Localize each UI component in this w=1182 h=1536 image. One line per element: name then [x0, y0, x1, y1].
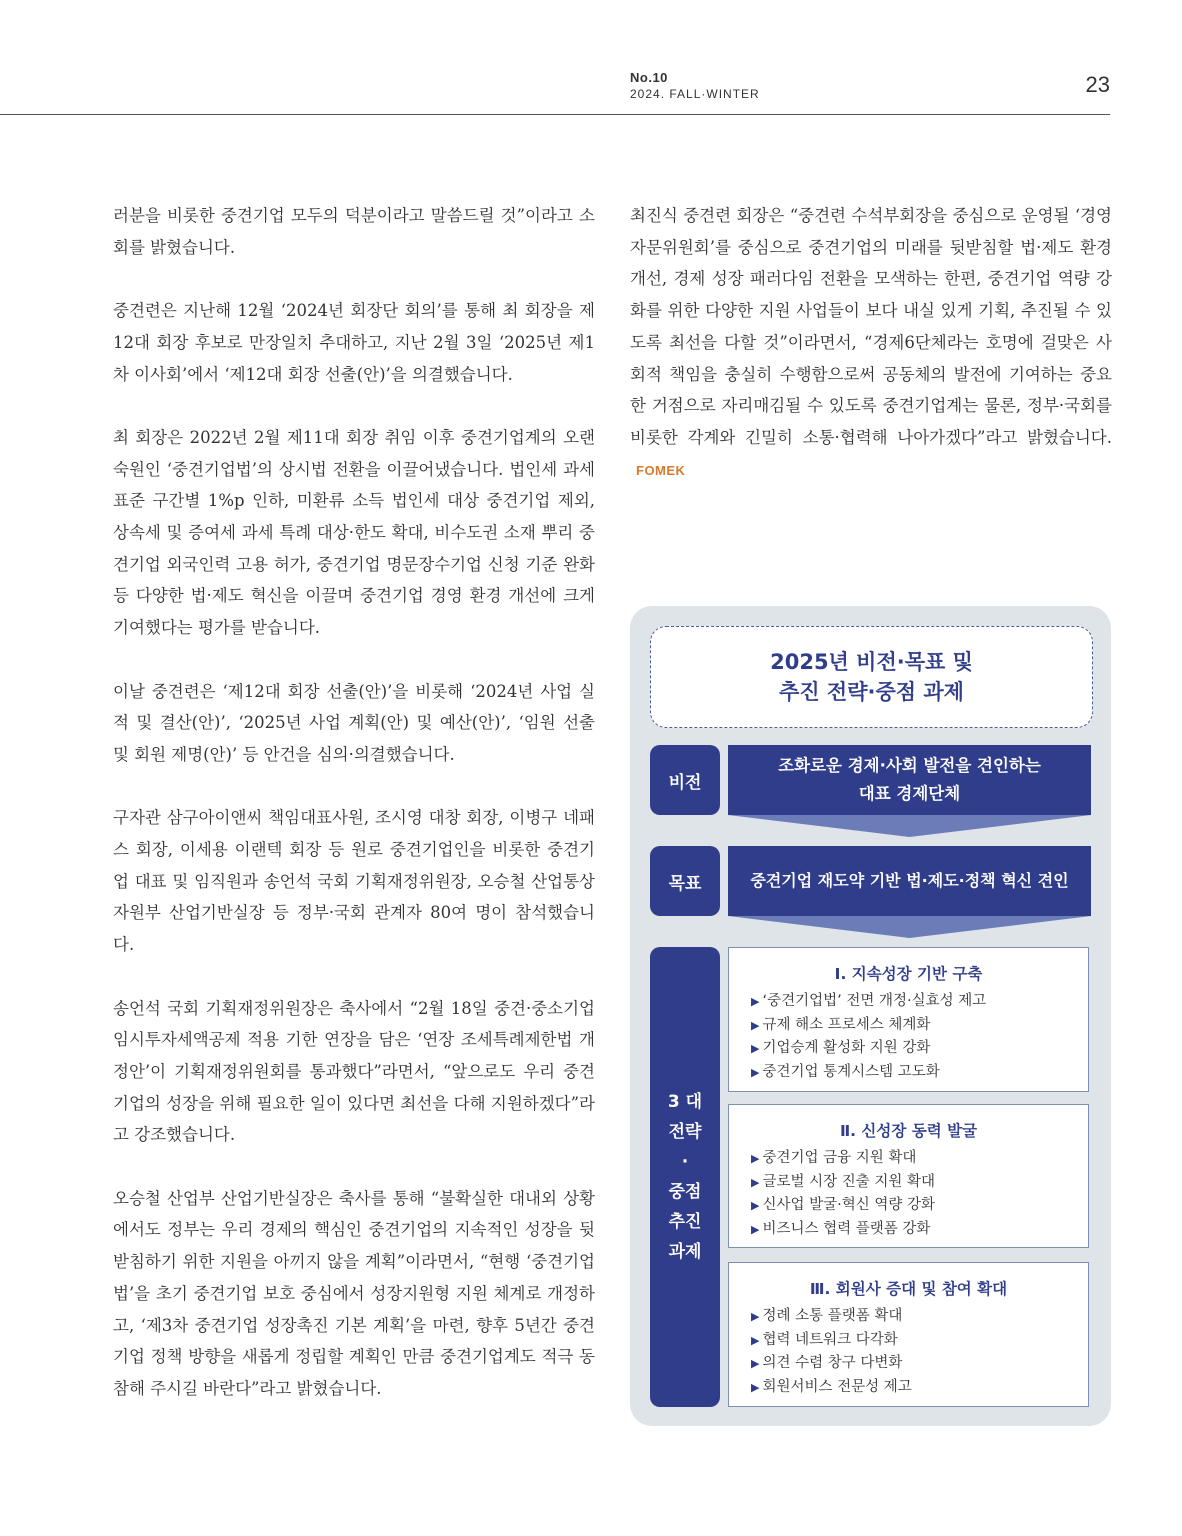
issue-number: No.10 [630, 70, 668, 85]
triangle-bullet-icon: ▶ [751, 1065, 760, 1079]
strategy-list [729, 1147, 1088, 1241]
strategy-heading: Ⅰ. 지속성장 기반 구축 [834, 965, 983, 983]
list-item [751, 1352, 1088, 1376]
vision-line: 대표 경제단체 [858, 784, 961, 803]
down-arrow-icon [728, 916, 1091, 938]
strategy-box-1 [728, 947, 1089, 1092]
down-arrow-icon [728, 815, 1091, 837]
list-item-text: 신사업 발굴·혁신 역량 강화 [762, 1197, 935, 1213]
list-item-text: 규제 해소 프로세스 체계화 [762, 1016, 931, 1033]
list-item [751, 1014, 1088, 1038]
vision-line: 조화로운 경제·사회 발전을 견인하는 [778, 756, 1041, 775]
infographic-title-line: 추진 전략·중점 과제 [779, 680, 964, 704]
list-item-text: 기업승계 활성화 지원 강화 [762, 1040, 931, 1056]
paragraph: 이날 중견련은 ‘제12대 회장 선출(안)’을 비롯해 ‘2024년 사업 실적 및 결산(안)’, ‘2025년 사업 계획(안) 및 예산(안)’, ‘임원 선출 및 회원 제명(안)’ 등 안건을 심의·의결했습니다. [113, 681, 595, 764]
list-item-text: ‘중견기업법’ 전면 개정·실효성 제고 [762, 993, 987, 1009]
list-item-text: 협력 네트워크 다각화 [762, 1331, 898, 1348]
vision-bar [728, 745, 1091, 815]
list-item [751, 1305, 1088, 1329]
paragraph [630, 200, 1112, 486]
triangle-bullet-icon: ▶ [751, 1042, 760, 1055]
infographic-title [650, 626, 1093, 728]
right-column [630, 200, 1112, 518]
triangle-bullet-icon: ▶ [751, 1222, 760, 1236]
fomek-logo: FOMEK [636, 462, 686, 478]
list-item-text: 의견 수렴 창구 다변화 [762, 1355, 903, 1371]
strategy-heading: Ⅱ. 신성장 동력 발굴 [839, 1122, 978, 1140]
triangle-bullet-icon: ▶ [751, 1018, 760, 1032]
strategy-tag-line: 추진 [668, 1212, 702, 1232]
paragraph: 송언석 국회 기획재정위원장은 축사에서 “2월 18일 중견·중소기업 임시투자세액공제 적용 기한 연장을 담은 ‘연장 조세특례제한법 개정안’이 기획재정위원회를 통과했다”라면서, “앞으로도 우리 중견기업의 성장을 위해 필요한 일이 있다면 최선을 다해 지원하겠다”라고 강조했습니다. [113, 998, 595, 1145]
strategy-tag-line: · [681, 1152, 689, 1172]
list-item [751, 1376, 1088, 1400]
list-item [751, 1171, 1088, 1195]
triangle-bullet-icon: ▶ [751, 1380, 760, 1394]
goal-bar: 중견기업 재도약 기반 법·제도·정책 혁신 견인 [728, 846, 1091, 916]
goal-tag: 목표 [650, 846, 720, 916]
vision-infographic [630, 606, 1111, 1426]
strategy-box-2 [728, 1104, 1089, 1248]
triangle-bullet-icon: ▶ [751, 1310, 760, 1323]
strategy-tag-line: 중점 [668, 1182, 702, 1202]
list-item [751, 1061, 1088, 1085]
left-column [113, 200, 595, 1436]
issue-season: 2024. FALL·WINTER [630, 87, 760, 101]
list-item-text: 중견기업 금융 지원 확대 [762, 1150, 917, 1166]
triangle-bullet-icon: ▶ [751, 1152, 760, 1165]
list-item-text: 정례 소통 플랫폼 확대 [762, 1308, 903, 1324]
strategy-tag-line: 과제 [668, 1242, 702, 1262]
paragraph-text: 최진식 중견련 회장은 “중견련 수석부회장을 중심으로 운영될 ‘경영자문위원회’를 중심으로 중견기업의 미래를 뒷받침할 법·제도 환경 개선, 경제 성장 패러다임 전환을 모색하는 한편, 중견기업 역량 강화를 위한 다양한 지원 사업들이 보다 내실 있게 기획, 추진될 수 있도록 최선을 다할 것”이라면서, “경제6단체라는 호명에 걸맞은 사회적 책임을 충실히 수행함으로써 공동체의 발전에 기여하는 중요한 거점으로 자리매김될 수 있도록 중견기업계는 물론, 정부·국회를 비롯한 각계와 긴밀히 소통·협력해 나아가겠다”라고 밝혔습니다. [630, 206, 1112, 447]
header-divider [0, 114, 1110, 115]
list-item [751, 1194, 1088, 1218]
paragraph: 구자관 삼구아이앤씨 책임대표사원, 조시영 대창 회장, 이병구 네패스 회장, 이세용 이랜텍 회장 등 원로 중견기업인을 비롯한 중견기업 대표 및 임직원과 송언석 국회 기획재정위원장, 오승철 산업통상자원부 산업기반실장 등 정부·국회 관계자 80여 명이 참석했습니다. [113, 808, 595, 955]
list-item-text: 중견기업 통계시스템 고도화 [762, 1063, 940, 1080]
strategy-tag [650, 947, 720, 1407]
triangle-bullet-icon: ▶ [751, 1357, 760, 1370]
list-item [751, 1329, 1088, 1353]
strategy-box-3 [728, 1262, 1089, 1407]
strategy-tag-line: 3 대 [667, 1092, 703, 1112]
issue-info [630, 70, 760, 101]
paragraph: 중견련은 지난해 12월 ‘2024년 회장단 회의’를 통해 최 회장을 제12대 회장 후보로 만장일치 추대하고, 지난 2월 3일 ‘2025년 제1차 이사회’에서 ‘제12대 회장 선출(안)’을 의결했습니다. [113, 301, 595, 384]
list-item-text: 회원서비스 전문성 제고 [762, 1378, 912, 1395]
infographic-title-line: 2025년 비전·목표 및 [770, 650, 973, 674]
list-item-text: 글로벌 시장 진출 지원 확대 [762, 1173, 935, 1190]
paragraph: 오승철 산업부 산업기반실장은 축사를 통해 “불확실한 대내외 상황에서도 정부는 우리 경제의 핵심인 중견기업의 지속적인 성장을 뒷받침하기 위한 지원을 아끼지 않을 계획”이라면서, “현행 ‘중견기업법’을 초기 중견기업 보호 중심에서 성장지원형 지원 체계로 개정하고, ‘제3차 중견기업 성장촉진 기본 계획’을 마련, 향후 5년간 중견기업 정책 방향을 새롭게 정립할 계획인 만큼 중견기업계도 적극 동참해 주시길 바란다”라고 밝혔습니다. [113, 1188, 595, 1398]
triangle-bullet-icon: ▶ [751, 1199, 760, 1212]
list-item [751, 1037, 1088, 1061]
list-item [751, 1218, 1088, 1242]
list-item-text: 비즈니스 협력 플랫폼 강화 [762, 1220, 931, 1237]
strategy-heading: Ⅲ. 회원사 증대 및 참여 확대 [809, 1280, 1008, 1298]
strategy-tag-line: 전략 [668, 1122, 702, 1142]
page-number: 23 [1085, 72, 1110, 97]
paragraph: 최 회장은 2022년 2월 제11대 회장 취임 이후 중견기업계의 오랜 숙원인 ‘중견기업법’의 상시법 전환을 이끌어냈습니다. 법인세 과세표준 구간별 1%p 인하, 미환류 소득 법인세 대상 중견기업 제외, 상속세 및 증여세 과세 특례 대상·한도 확대, 비수도권 소재 뿌리 중견기업 외국인력 고용 허가, 중견기업 명문장수기업 신청 기준 완화 등 다양한 법·제도 혁신을 이끌며 중견기업 경영 환경 개선에 크게 기여했다는 평가를 받습니다. [113, 427, 595, 638]
paragraph: 러분을 비롯한 중견기업 모두의 덕분이라고 말씀드릴 것”이라고 소회를 밝혔습니다. [113, 206, 595, 257]
triangle-bullet-icon: ▶ [751, 995, 760, 1008]
triangle-bullet-icon: ▶ [751, 1175, 760, 1189]
list-item [751, 990, 1088, 1014]
strategy-list [729, 1305, 1088, 1399]
triangle-bullet-icon: ▶ [751, 1333, 760, 1347]
strategy-list [729, 990, 1088, 1084]
list-item [751, 1147, 1088, 1171]
vision-tag: 비전 [650, 745, 720, 815]
